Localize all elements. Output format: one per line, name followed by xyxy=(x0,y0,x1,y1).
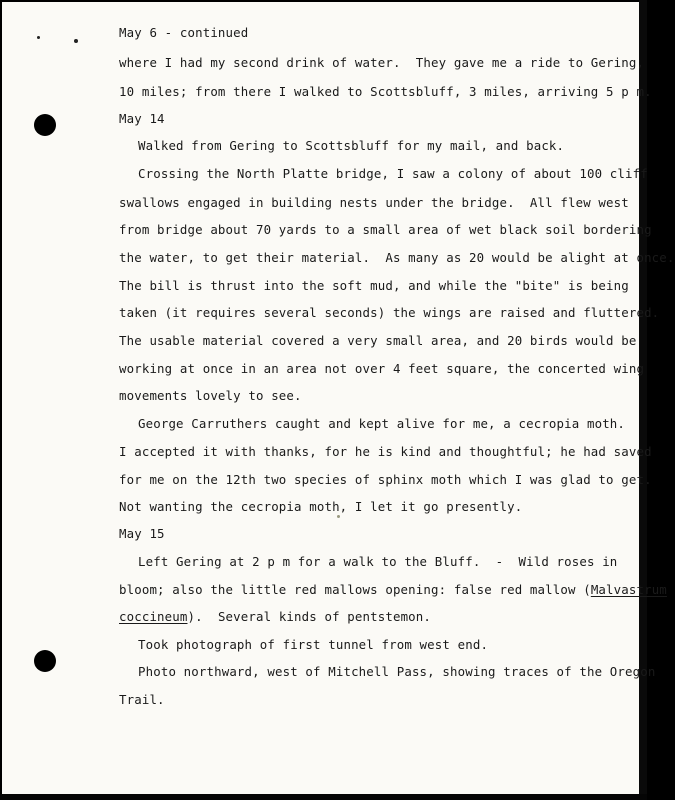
text-line: Took photograph of first tunnel from west end. xyxy=(138,637,489,652)
ink-speck xyxy=(37,36,40,39)
text-line: from bridge about 70 yards to a small area of wet black soil bordering xyxy=(119,222,652,237)
text-line: 10 miles; from there I walked to Scottsbluff, 3 miles, arriving 5 p m. xyxy=(119,84,652,99)
text-line: swallows engaged in building nests under the bridge. All flew west xyxy=(119,195,629,210)
text-line: taken (it requires several seconds) the wings are raised and fluttered. xyxy=(119,305,660,320)
text-line: Not wanting the cecropia moth, I let it go presently. xyxy=(119,499,523,514)
page-border-right xyxy=(639,0,647,800)
text-line: Walked from Gering to Scottsbluff for my mail, and back. xyxy=(138,138,565,153)
text-line: Trail. xyxy=(119,692,165,707)
text-line: The usable material covered a very small area, and 20 birds would be xyxy=(119,333,637,348)
text-line: movements lovely to see. xyxy=(119,388,302,403)
punch-hole-top xyxy=(34,114,56,136)
text-line xyxy=(119,609,431,625)
page-border-bottom xyxy=(0,794,647,800)
ink-speck xyxy=(74,39,78,43)
text-line xyxy=(119,582,667,598)
text-fragment: ). Several kinds of pentstemon. xyxy=(187,609,432,624)
text-line: Left Gering at 2 p m for a walk to the Bluff. - Wild roses in xyxy=(138,554,618,569)
text-fragment: bloom; also the little red mallows opening: false red mallow ( xyxy=(119,582,591,597)
text-line: for me on the 12th two species of sphinx moth which I was glad to get. xyxy=(119,472,652,487)
text-line: working at once in an area not over 4 feet square, the concerted wing xyxy=(119,361,645,376)
text-line: I accepted it with thanks, for he is kind and thoughtful; he had saved xyxy=(119,444,652,459)
text-line: Photo northward, west of Mitchell Pass, showing traces of the Oregon xyxy=(138,664,656,679)
text-line: Crossing the North Platte bridge, I saw a colony of about 100 cliff xyxy=(138,166,648,181)
text-line: George Carruthers caught and kept alive for me, a cecropia moth. xyxy=(138,416,626,431)
text-line: The bill is thrust into the soft mud, and while the "bite" is being xyxy=(119,278,629,293)
punch-hole-bottom xyxy=(34,650,56,672)
date-heading: May 14 xyxy=(119,111,165,126)
ink-speck xyxy=(337,515,340,518)
date-heading: May 15 xyxy=(119,526,165,541)
text-line: the water, to get their material. As many as 20 would be alight at once. xyxy=(119,250,675,265)
section-heading: May 6 - continued xyxy=(119,25,249,40)
text-line: where I had my second drink of water. They gave me a ride to Gering, xyxy=(119,55,645,70)
species-name: coccineum xyxy=(119,609,188,624)
species-name: Malvastrum xyxy=(590,582,667,597)
